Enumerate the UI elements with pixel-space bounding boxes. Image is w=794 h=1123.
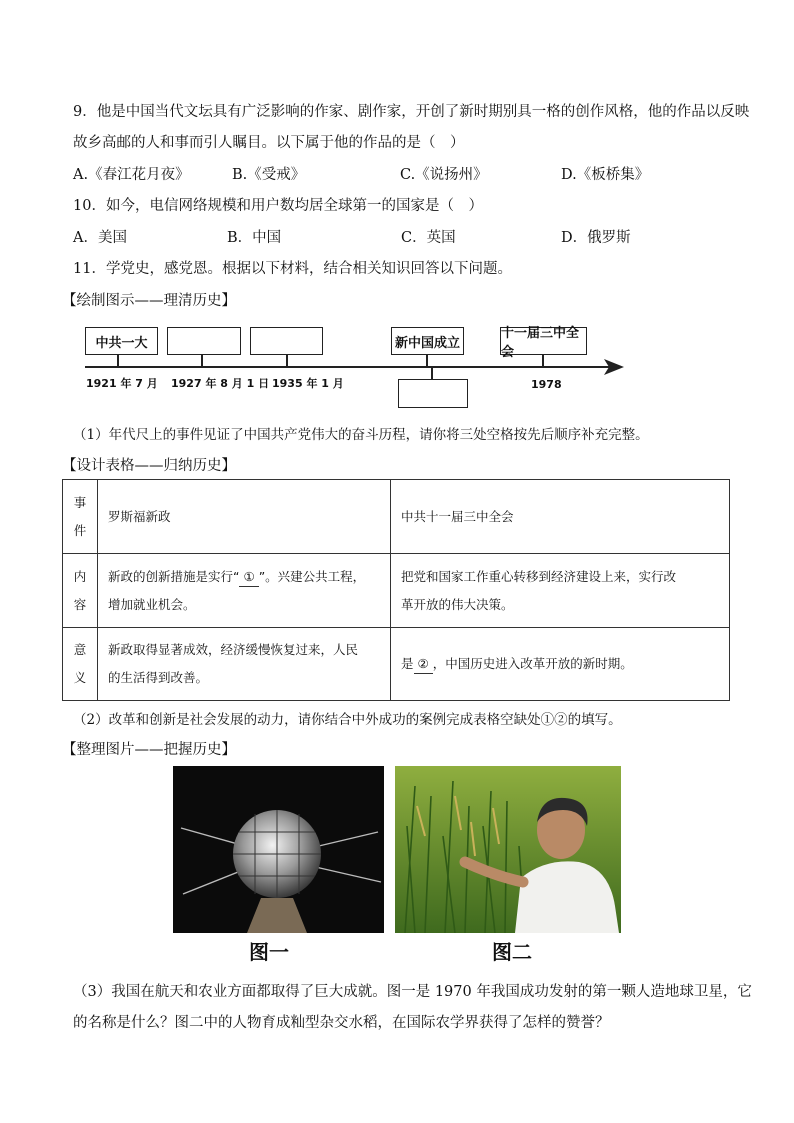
figure-rice-field-image	[395, 766, 621, 933]
q11-sub3-line1: （3）我国在航天和农业方面都取得了巨大成就。图一是 1970 年我国成功发射的第一颗人造地球卫星，它	[73, 984, 752, 1000]
q10-option-a: A．美国	[73, 230, 127, 246]
table-row	[63, 480, 730, 554]
table-cell-text: 的生活得到改善。	[108, 670, 209, 685]
timeline-tick	[117, 355, 119, 366]
q11-sub3-line2: 的名称是什么？图二中的人物育成籼型杂交水稻，在国际农学界获得了怎样的赞誉？	[73, 1015, 610, 1031]
table-cell	[391, 628, 730, 701]
table-cell	[98, 554, 391, 628]
table-row-label: 内容	[63, 554, 98, 628]
table-cell-text: 增加就业机会。	[108, 596, 196, 612]
section-title-images: 【整理图片——把握历史】	[62, 742, 236, 758]
table-cell-text: ”。兴建公共工程，	[258, 568, 366, 584]
table-cell-text: 把党和国家工作重心转移到经济建设上来，实行改	[401, 568, 677, 584]
timeline-blank-box-3[interactable]	[398, 379, 468, 408]
q9-option-c: C.《说扬州》	[400, 167, 488, 183]
q9-option-b: B.《受戒》	[232, 167, 306, 183]
q9-option-d: D.《板桥集》	[561, 167, 650, 183]
q10-option-b: B．中国	[227, 230, 282, 246]
figure-satellite-image	[173, 766, 384, 933]
figure-2-caption: 图二	[492, 940, 532, 964]
table-cell-text: 新政取得显著成效，经济缓慢恢复过来，人民	[108, 642, 359, 657]
q11-sub1: （1）年代尺上的事件见证了中国共产党伟大的奋斗历程，请你将三处空格按先后顺序补充完整。	[73, 427, 649, 443]
table-cell-text: 革开放的伟大决策。	[401, 596, 514, 612]
q10-option-d: D．俄罗斯	[561, 230, 631, 246]
timeline-date-1978: 1978	[531, 378, 562, 391]
timeline-box-new-china: 新中国成立	[391, 327, 464, 355]
blank-1[interactable]: ①	[239, 568, 258, 587]
timeline-blank-box-1[interactable]	[167, 327, 241, 355]
timeline-arrow-icon	[604, 359, 624, 375]
table-row-label: 意义	[63, 628, 98, 701]
table-cell	[391, 554, 730, 628]
timeline-tick	[426, 355, 428, 366]
q9-stem-line2: 故乡高邮的人和事而引人瞩目。以下属于他的作品的是（ ）	[73, 135, 465, 151]
table-row-label: 事件	[63, 480, 98, 554]
q9-stem-line1: 9．他是中国当代文坛具有广泛影响的作家、剧作家，开创了新时期别具一格的创作风格，他的作品以反映	[73, 104, 750, 120]
section-title-table: 【设计表格——归纳历史】	[62, 458, 236, 474]
table-header-new-deal: 罗斯福新政	[98, 480, 391, 554]
timeline-box-third-plenum: 十一届三中全会	[500, 327, 587, 355]
q9-option-a: A.《春江花月夜》	[73, 167, 190, 183]
q10-stem: 10．如今，电信网络规模和用户数均居全球第一的国家是（ ）	[73, 198, 483, 214]
table-row	[63, 628, 730, 701]
table-cell	[98, 628, 391, 701]
timeline-date-1921: 1921 年 7 月	[86, 377, 158, 390]
table-row	[63, 554, 730, 628]
timeline-date-1935: 1935 年 1 月	[272, 377, 344, 390]
table-header-third-plenum: 中共十一届三中全会	[391, 480, 730, 554]
timeline-date-1927: 1927 年 8 月 1 日	[171, 377, 270, 390]
figure-1-caption: 图一	[249, 940, 289, 964]
q10-option-c: C．英国	[401, 230, 456, 246]
timeline-tick	[431, 366, 433, 380]
table-cell-text: ，中国历史进入改革开放的新时期。	[432, 656, 633, 671]
blank-2[interactable]: ②	[414, 655, 433, 674]
timeline-axis	[85, 366, 611, 368]
table-cell-text: 是	[401, 656, 414, 671]
table-cell-text: 新政的创新措施是实行“	[108, 568, 240, 584]
timeline-tick	[201, 355, 203, 366]
section-title-timeline: 【绘制图示——理清历史】	[62, 293, 236, 309]
timeline-box-first-congress: 中共一大	[85, 327, 158, 355]
timeline-tick	[286, 355, 288, 366]
q11-sub2: （2）改革和创新是社会发展的动力，请你结合中外成功的案例完成表格空缺处①②的填写。	[73, 712, 622, 728]
comparison-table	[62, 479, 730, 701]
timeline-blank-box-2[interactable]	[250, 327, 323, 355]
q11-stem: 11．学党史，感党恩。根据以下材料，结合相关知识回答以下问题。	[73, 261, 512, 277]
